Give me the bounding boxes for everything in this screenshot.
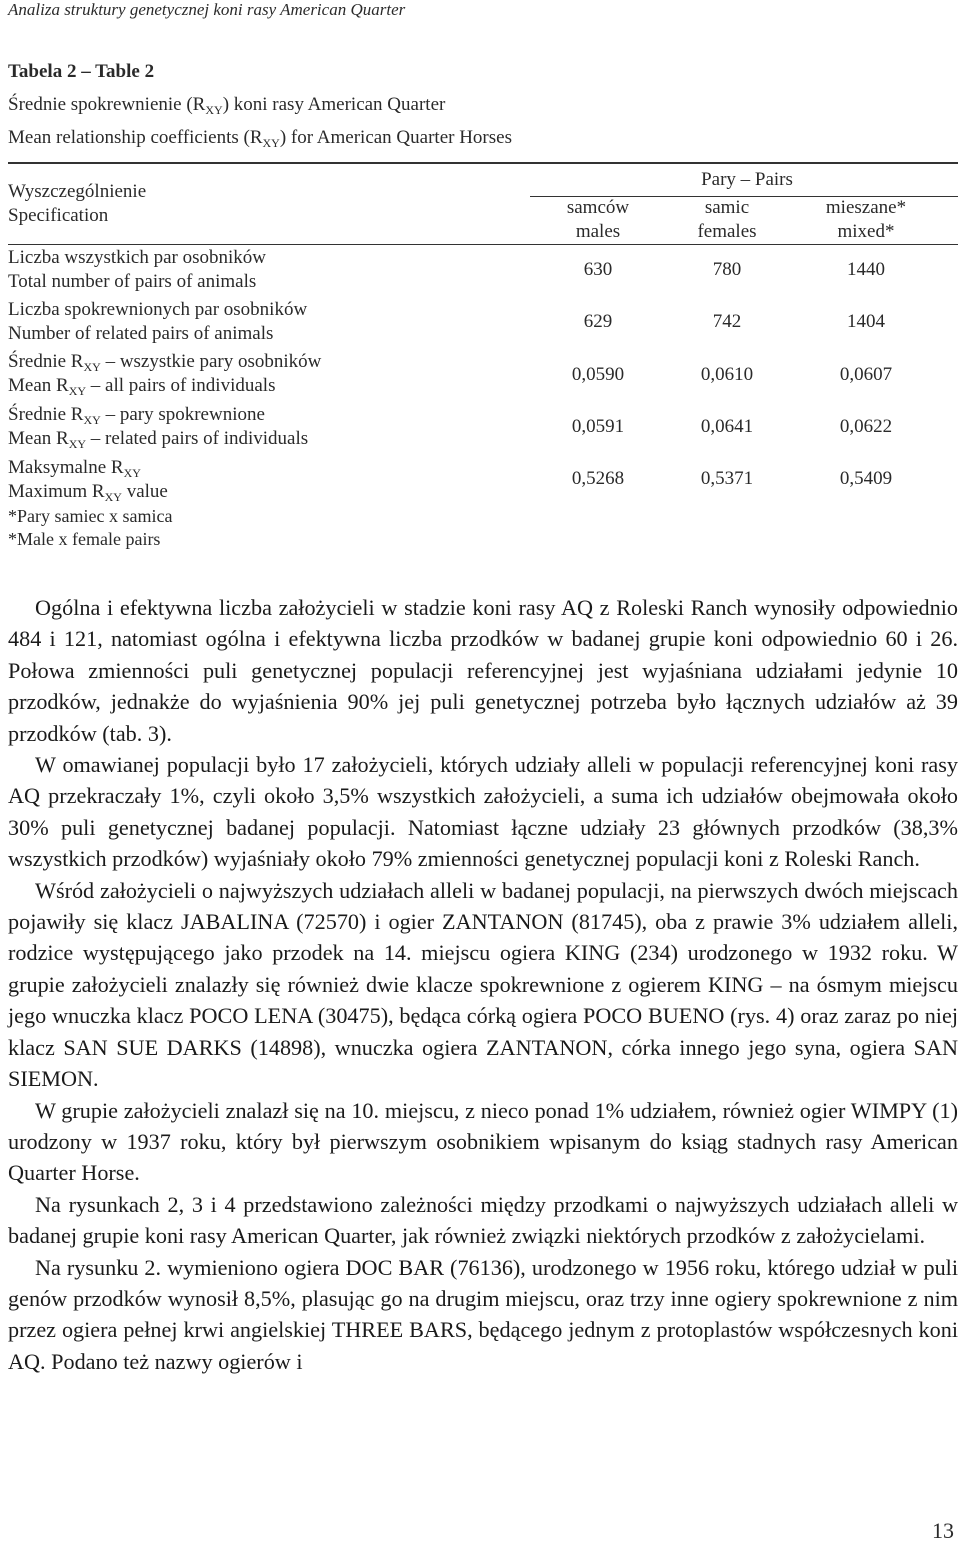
table-cell: 629 xyxy=(583,311,613,332)
caption-polish: Średnie spokrewnienie $(R_{XY})$ koni rasy American Quarter xyxy=(8,94,446,117)
paragraph: Ogólna i efektywna liczba założycieli w stadzie koni rasy AQ z Roleski Ranch wynosiły odpowiednio 484 i 121, natomiast ogólna i efektywna liczba przodków w badanej grupie koni odpowiednio 60 i 26. Połowa zmienności puli genetycznej populacji referencyjnej jest wyjaśniana udziałami jedynie 10 przodków, jednakże do wyjaśnienia 90% jej puli genetycznej potrzeba było łącznych udziałów aż 39 przodków (tab. 3). xyxy=(8,595,958,746)
paragraph: Na rysunkach 2, 3 i 4 przedstawiono zależności między przodkami o najwyższych udziałach alleli w badanej grupie koni rasy American Quarter, jak również związki niektórych przodków z założycielami. xyxy=(8,1191,958,1249)
running-header: Analiza struktury genetycznej koni rasy American Quarter xyxy=(8,0,406,19)
table-footnote: *Pary samiec x samica *Male x female pairs xyxy=(8,506,173,549)
table-row-label: Liczba spokrewnionych par osobników Number of related pairs of animals xyxy=(8,299,308,344)
table-cell: 0,0610 xyxy=(700,364,754,385)
table-row-label: Średnie $R_{XY}$ – pary spokrewnione Mean $R_{XY}$ – related pairs of individuals xyxy=(8,404,309,451)
paragraph: W grupie założycieli znalazł się na 10. miejscu, z nieco ponad 1% udziałem, również ogier WIMPY (1) urodzony w 1937 roku, który był pierwszym osobnikiem wpisanym do ksiąg stadnych rasy American Quarter Horse. xyxy=(8,1097,958,1186)
column-header-females: samic females xyxy=(697,197,757,242)
paragraph: W omawianej populacji było 17 założycieli, których udziały alleli w populacji referencyjnej koni rasy AQ przekraczały 1%, czyli około 3,5% wszystkich założycieli, a suma ich udziałów obejmowała około 30% puli genetycznej badanej populacji. Natomiast łączne udziały 23 głównych przodków (38,3% wszystkich przodków) wyjaśniały około 79% zmienności genetycznej populacji koni z Roleski Ranch. xyxy=(8,752,958,872)
table-cell: 0,0622 xyxy=(839,416,893,437)
paragraph: Wśród założycieli o najwyższych udziałach alleli w badanej populacji, na pierwszych dwóch miejscach pojawiły się klacz JABALINA (72570) i ogier ZANTANON (81745), oba z prawie 3% udziałem alleli, rodzice występującego jako przodek na 14. miejscu ogiera KING (234) urodzonego w 1932 roku. W grupie założycieli znalazły się również dwie klacze spokrewnione z ogierem KING – na ósmym miejscu jego wnuczka klacz POCO LENA (30475), będąca córką ogiera POCO BUENO (rys. 4) oraz zaraz po niej klacz SAN SUE DARKS (14898), wnuczka ogiera ZANTANON, córka innego jego syna, ogiera SAN SIEMON. xyxy=(8,877,958,1092)
column-header-mixed: mieszane* mixed* xyxy=(825,197,907,242)
table-cell: 780 xyxy=(712,259,742,280)
body-text xyxy=(8,592,958,1377)
paragraph: Na rysunku 2. wymieniono ogiera DOC BAR (76136), urodzonego w 1956 roku, którego udział w puli genów przodków wynosił 8,5%, plasując go na drugim miejscu, oraz trzy inne ogiery spokrewnione z nim przez ogiera pełnej krwi angielskiej THREE BARS, będącego jednym z protoplastów współczesnych koni AQ. Podano też nazwy ogierów i xyxy=(8,1254,958,1374)
table-cell: 0,5268 xyxy=(571,468,625,489)
page-number: 13 xyxy=(932,1518,954,1543)
table-row-label: Liczba wszystkich par osobników Total number of pairs of animals xyxy=(8,247,267,292)
table-cell: 0,0641 xyxy=(700,416,754,437)
table-cell: 0,0591 xyxy=(571,416,625,437)
table-row-label: Maksymalne $R_{XY}$ Maximum $R_{XY}$ value xyxy=(8,457,168,504)
caption-english: Mean relationship coefficients $(R_{XY})$ for American Quarter Horses xyxy=(8,127,512,150)
table-caption xyxy=(8,55,512,154)
table-cell: 0,0607 xyxy=(839,364,893,385)
table-cell: 0,5409 xyxy=(839,468,893,489)
table-cell: 742 xyxy=(712,311,742,332)
table-cell: 0,0590 xyxy=(571,364,625,385)
pairs-group-header: Pary – Pairs xyxy=(701,169,793,190)
spec-header: Wyszczególnienie Specification xyxy=(8,181,147,226)
table-cell: 630 xyxy=(583,259,613,280)
table-cell: 0,5371 xyxy=(700,468,754,489)
table-cell: 1404 xyxy=(847,311,885,332)
table-title: Tabela 2 – Table 2 xyxy=(8,61,155,82)
table-cell: 1440 xyxy=(847,259,885,280)
table-row-label: Średnie $R_{XY}$ – wszystkie pary osobników Mean $R_{XY}$ – all pairs of individuals xyxy=(8,351,322,398)
table-top-rule xyxy=(8,162,958,164)
table-header-rule xyxy=(8,244,958,245)
column-header-males: samców males xyxy=(566,197,630,242)
